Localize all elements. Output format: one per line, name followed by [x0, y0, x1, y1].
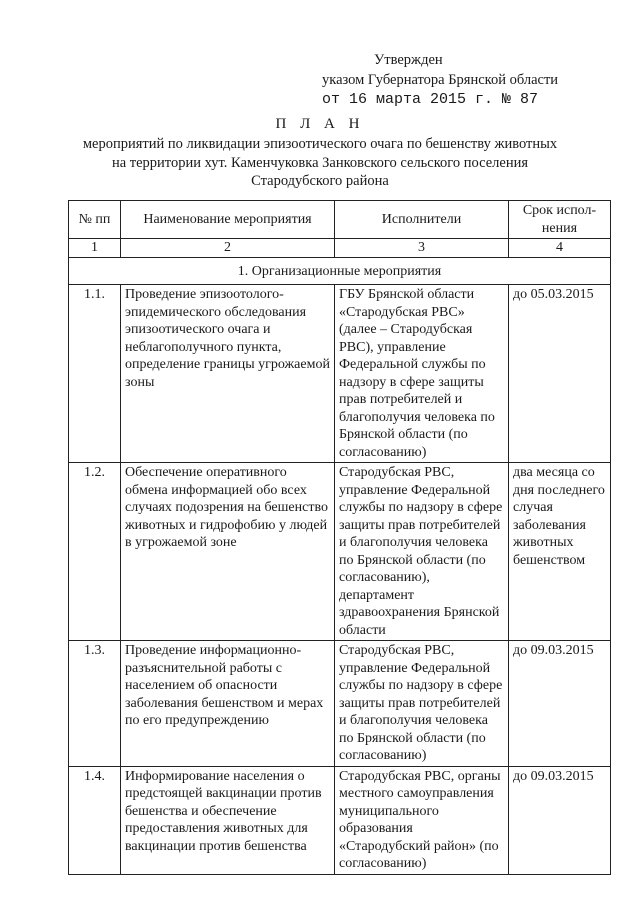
approval-line-date-number: от 16 марта 2015 г. № 87 [322, 91, 539, 108]
section-row [69, 257, 611, 285]
row-deadline: до 09.03.2015 [509, 766, 611, 874]
row-deadline: до 09.03.2015 [509, 641, 611, 767]
row-number: 1.3. [69, 641, 121, 767]
row-executors: ГБУ Брянской области «Стародубская РВС» (далее – Стародубская РВС), управление Федеральной службы по надзору в сфере защиты прав потребителей и благополучия человека по Брянской области (по согласованию) [335, 285, 509, 463]
document-heading [0, 114, 640, 191]
header-executors: Исполнители [335, 201, 509, 239]
column-index: 3 [335, 239, 509, 258]
column-index: 2 [121, 239, 335, 258]
plan-title: П Л А Н [275, 116, 365, 132]
table-row [69, 641, 611, 767]
row-number: 1.2. [69, 463, 121, 641]
header-deadline: Срок испол-нения [509, 201, 611, 239]
approval-line-decree: указом Губернатора Брянской области [322, 72, 559, 88]
table-row [69, 463, 611, 641]
header-number: № пп [69, 201, 121, 239]
section-title: 1. Организационные мероприятия [69, 257, 611, 285]
plan-subtitle-line-1: мероприятий по ликвидации эпизоотического очага по бешенству животных [82, 136, 558, 152]
plan-subtitle-line-3: Стародубского района [251, 173, 389, 189]
header-activity-name: Наименование мероприятия [121, 201, 335, 239]
row-executors: Стародубская РВС, органы местного самоуправления муниципального образования «Стародубский район» (по согласованию) [335, 766, 509, 874]
column-index-row [69, 239, 611, 258]
row-deadline: до 05.03.2015 [509, 285, 611, 463]
row-executors: Стародубская РВС, управление Федеральной службы по надзору в сфере защиты прав потребителей и благополучия человека по Брянской области (по согласованию), департамент здравоохранения Брянской области [335, 463, 509, 641]
plan-subtitle-line-2: на территории хут. Каменчуковка Занковского сельского поселения [111, 154, 529, 171]
table-header-row [69, 201, 611, 239]
row-deadline: два месяца со дня последнего случая заболевания животных бешенством [509, 463, 611, 641]
row-executors: Стародубская РВС, управление Федеральной службы по надзору в сфере защиты прав потребителей и благополучия человека по Брянской области (по согласованию) [335, 641, 509, 767]
approval-line-approved: Утвержден [374, 52, 443, 68]
row-number: 1.1. [69, 285, 121, 463]
row-activity: Проведение эпизоотолого-эпидемического обследования эпизоотического очага и неблагополучного пункта, определение границы угрожаемой зоны [121, 285, 335, 463]
row-activity: Обеспечение оперативного обмена информацией обо всех случаях подозрения на бешенство животных и гидрофобию у людей в угрожаемой зоне [121, 463, 335, 641]
plan-table [68, 200, 611, 875]
column-index: 1 [69, 239, 121, 258]
approval-block [322, 50, 558, 110]
row-activity: Информирование населения о предстоящей вакцинации против бешенства и обеспечение предоставления животных для вакцинации против бешенства [121, 766, 335, 874]
column-index: 4 [509, 239, 611, 258]
table-row [69, 766, 611, 874]
table-row [69, 285, 611, 463]
row-number: 1.4. [69, 766, 121, 874]
row-activity: Проведение информационно-разъяснительной работы с населением об опасности заболевания бешенством и мерах по его предупреждению [121, 641, 335, 767]
